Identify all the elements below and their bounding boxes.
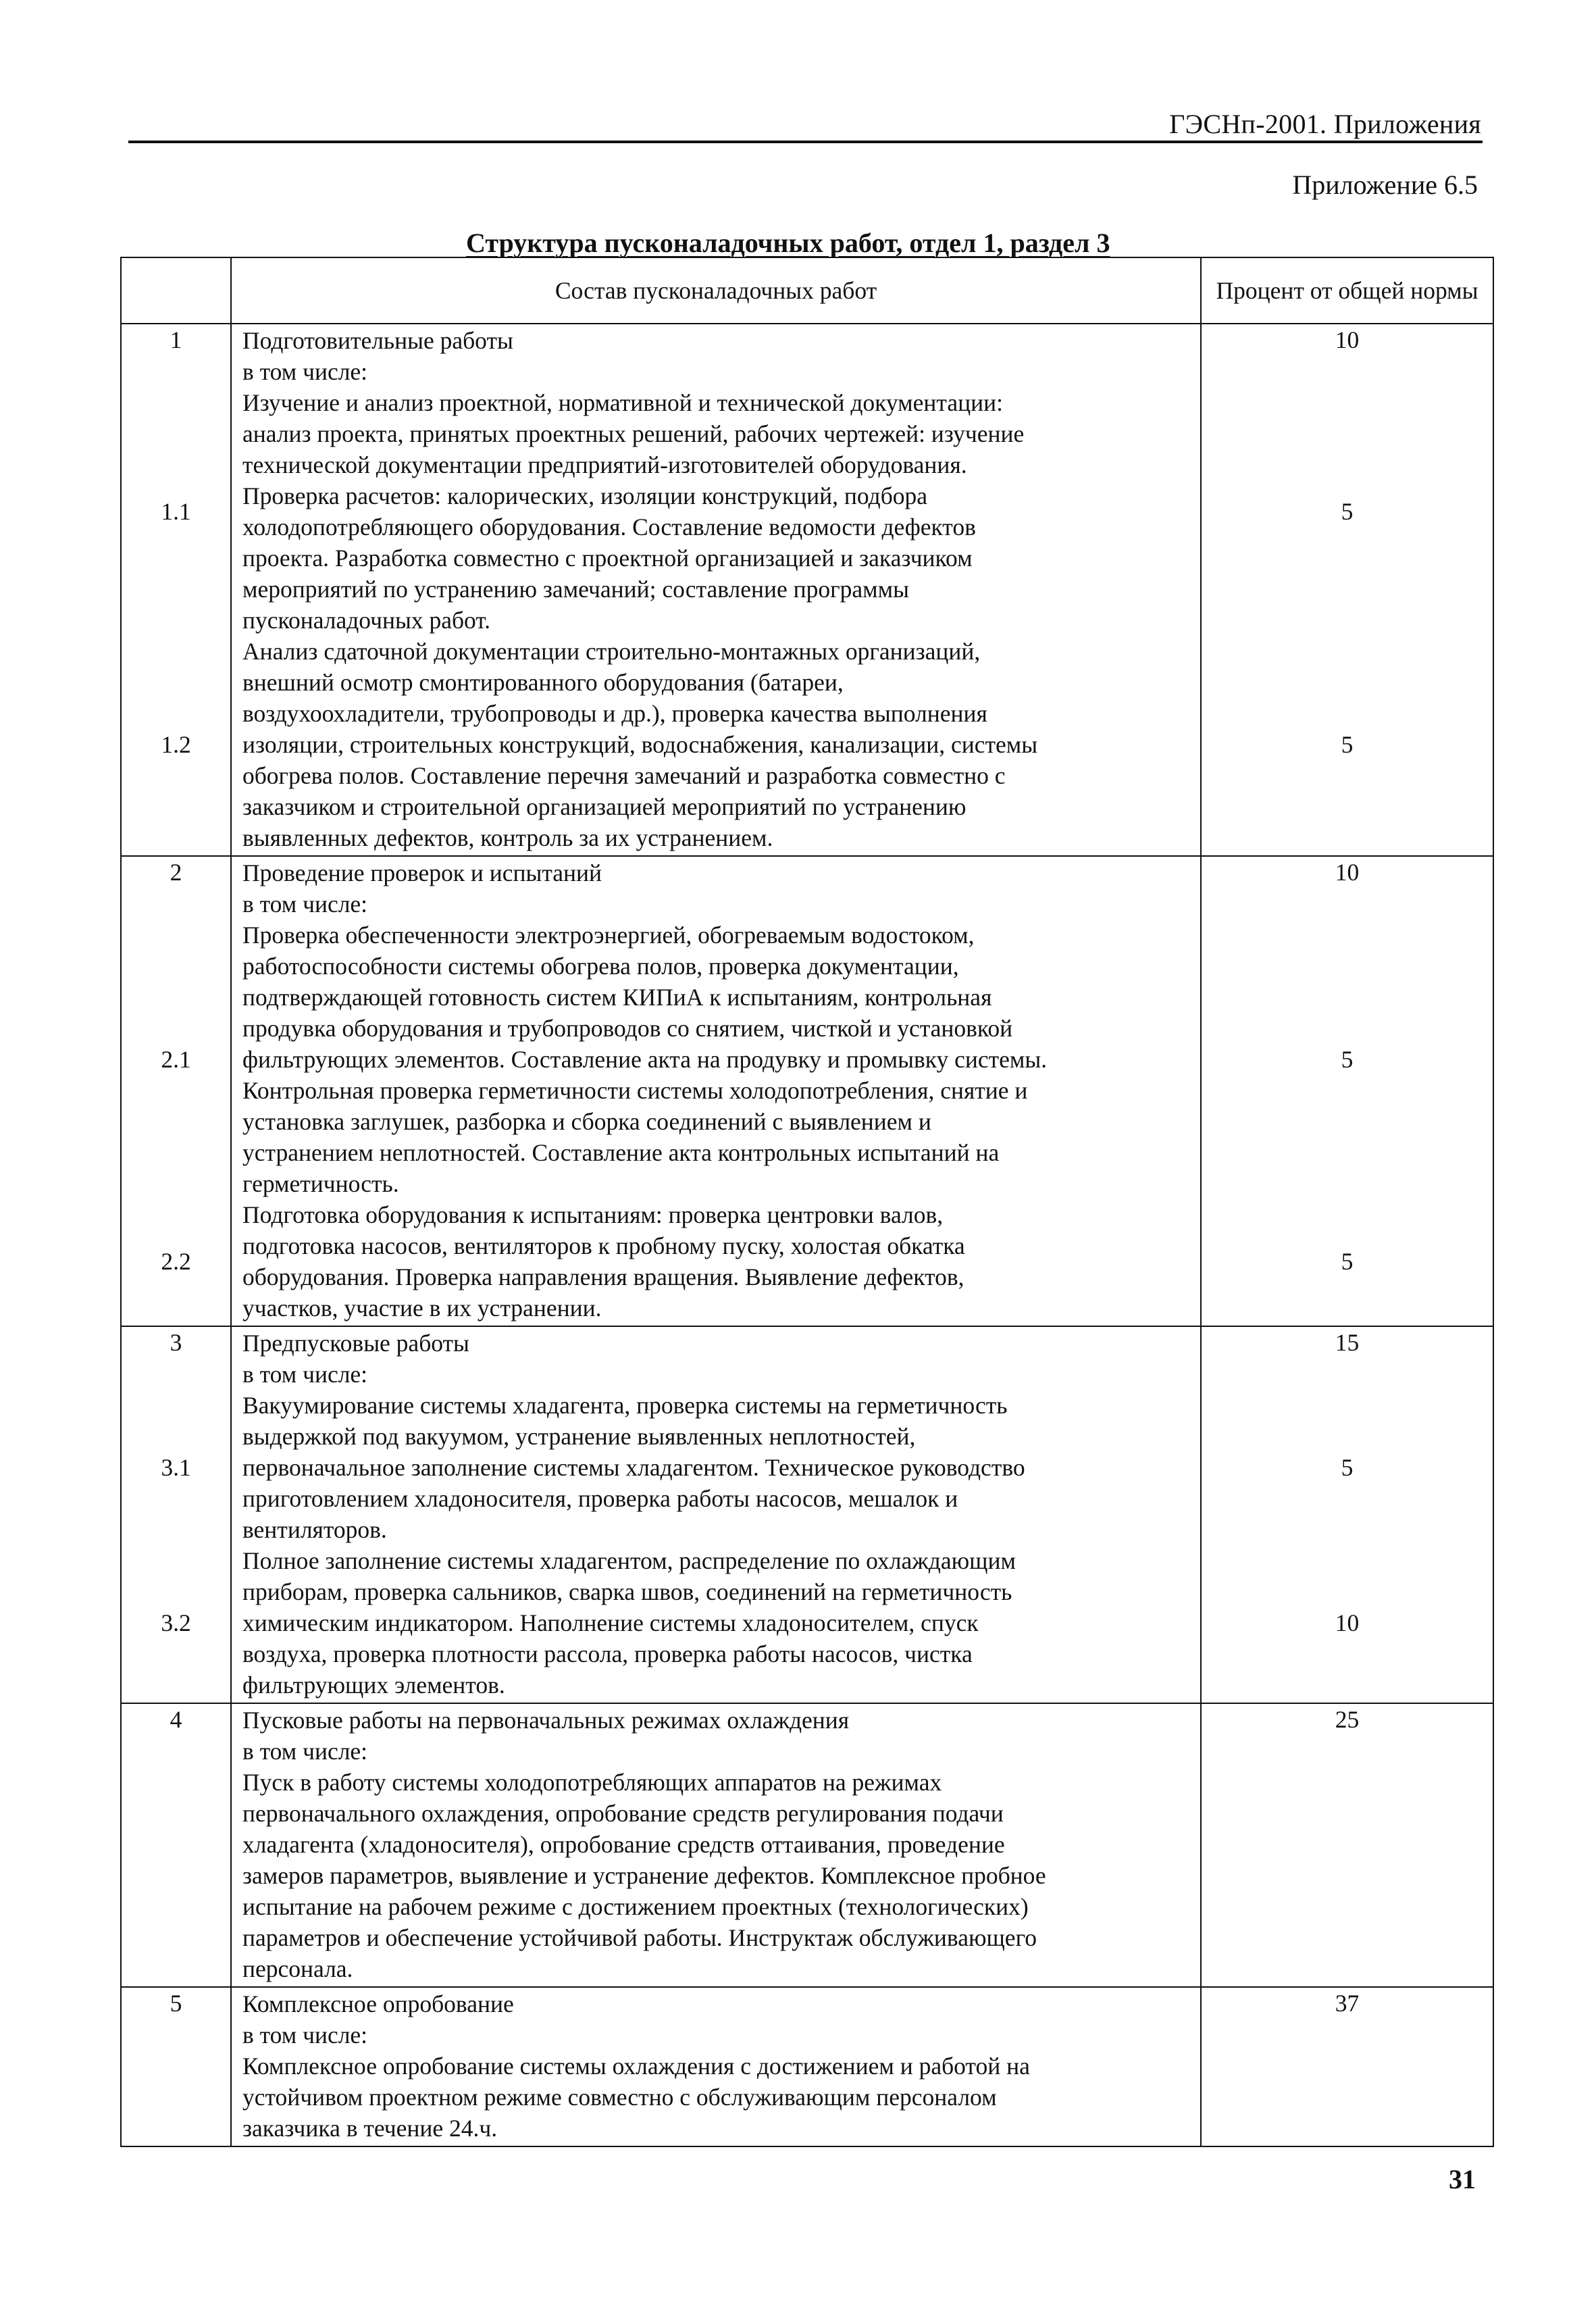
- content-line: анализ проекта, принятых проектных решений, рабочих чертежей: изучение: [242, 420, 1025, 447]
- content-line: пусконаладочных работ.: [242, 607, 491, 634]
- table-row: [121, 1703, 1493, 1987]
- content-line: подготовка насосов, вентиляторов к пробному пуску, холостая обкатка: [242, 1232, 965, 1259]
- content-line: холодопотребляющего оборудования. Составление ведомости дефектов: [242, 513, 976, 540]
- content-line: Анализ сдаточной документации строительно-монтажных организаций,: [242, 638, 981, 665]
- content-line: внешний осмотр смонтированного оборудования (батареи,: [242, 669, 844, 696]
- content-line: воздуха, проверка плотности рассола, проверка работы насосов, чистка: [242, 1640, 973, 1667]
- subsection-number: 1.1: [161, 498, 191, 525]
- appendix-label: Приложение 6.5: [1292, 170, 1478, 200]
- subsection-percent: 10: [1335, 1609, 1360, 1636]
- section-number: 4: [170, 1706, 182, 1733]
- content-line: продувка оборудования и трубопроводов со снятием, чисткой и установкой: [242, 1015, 1013, 1042]
- works-table: [120, 257, 1494, 2147]
- content-line: выдержкой под вакуумом, устранение выявленных неплотностей,: [242, 1423, 916, 1450]
- subsection-percent: 5: [1341, 1454, 1354, 1481]
- section-title: Проведение проверок и испытаний: [242, 859, 602, 886]
- section-percent: 25: [1335, 1706, 1360, 1733]
- row-number-cell: [121, 856, 231, 1326]
- subsection-number: 2.1: [161, 1046, 191, 1073]
- page-number: 31: [1449, 2164, 1476, 2194]
- section-number: 1: [170, 326, 182, 353]
- row-content-cell: [231, 1987, 1201, 2146]
- content-line: Изучение и анализ проектной, нормативной и технической документации:: [242, 389, 1003, 416]
- subsection-number: 2.2: [161, 1248, 191, 1275]
- row-number-cell: [121, 324, 231, 856]
- row-percent-cell: [1201, 324, 1493, 856]
- subsection-number: 3.1: [161, 1454, 191, 1481]
- content-line: параметров и обеспечение устойчивой работы. Инструктаж обслуживающего: [242, 1924, 1037, 1951]
- content-line: работоспособности системы обогрева полов, проверка документации,: [242, 953, 959, 980]
- running-head: ГЭСНп-2001. Приложения: [1169, 109, 1481, 139]
- content-line: технической документации предприятий-изготовителей оборудования.: [242, 451, 967, 478]
- content-line: оборудования. Проверка направления вращения. Выявление дефектов,: [242, 1263, 964, 1290]
- subsection-percent: 5: [1341, 731, 1354, 758]
- table-title: Структура пусконаладочных работ, отдел 1, раздел 3: [466, 228, 1110, 258]
- table-row: [121, 856, 1493, 1326]
- content-line: Проверка обеспеченности электроэнергией, обогреваемым водостоком,: [242, 922, 975, 949]
- section-number: 3: [170, 1329, 182, 1356]
- subsection-number: 3.2: [161, 1609, 191, 1636]
- row-number-cell: [121, 1326, 231, 1703]
- row-percent-cell: [1201, 856, 1493, 1326]
- content-line: Проверка расчетов: калорических, изоляции конструкций, подбора: [242, 482, 928, 509]
- section-title: Пусковые работы на первоначальных режимах охлаждения: [242, 1707, 850, 1734]
- header-content-cell: Состав пусконаладочных работ: [231, 257, 1201, 324]
- content-line: заказчиком и строительной организацией мероприятий по устранению: [242, 793, 967, 820]
- row-percent-cell: [1201, 1703, 1493, 1987]
- subsection-percent: 5: [1341, 1248, 1354, 1275]
- row-percent-cell: [1201, 1987, 1493, 2146]
- content-line: первоначального охлаждения, опробование средств регулирования подачи: [242, 1800, 1004, 1827]
- including-label: в том числе:: [242, 1738, 368, 1765]
- content-line: Комплексное опробование системы охлаждения с достижением и работой на: [242, 2053, 1030, 2080]
- content-line: герметичность.: [242, 1170, 399, 1197]
- header-percent-cell: Процент от общей нормы: [1201, 257, 1493, 324]
- section-number: 5: [170, 1990, 182, 2017]
- subsection-percent: 5: [1341, 498, 1354, 525]
- content-line: устранением неплотностей. Составление акта контрольных испытаний на: [242, 1139, 1000, 1166]
- including-label: в том числе:: [242, 2021, 368, 2048]
- table-row: [121, 324, 1493, 856]
- content-line: мероприятий по устранению замечаний; составление программы: [242, 576, 909, 603]
- row-content-cell: [231, 324, 1201, 856]
- including-label: в том числе:: [242, 890, 368, 917]
- content-line: изоляции, строительных конструкций, водоснабжения, канализации, системы: [242, 731, 1038, 758]
- header-num-cell: [121, 257, 231, 324]
- content-line: хладагента (хладоносителя), опробование средств оттаивания, проведение: [242, 1831, 1005, 1858]
- content-line: фильтрующих элементов.: [242, 1671, 505, 1699]
- row-number-cell: [121, 1703, 231, 1987]
- header-rule: [128, 141, 1483, 143]
- table-row: [121, 1987, 1493, 2146]
- section-percent: 15: [1335, 1329, 1360, 1356]
- content-line: персонала.: [242, 1955, 353, 1982]
- section-percent: 10: [1335, 326, 1360, 353]
- row-content-cell: [231, 1703, 1201, 1987]
- subsection-number: 1.2: [161, 731, 191, 758]
- subsection-percent: 5: [1341, 1046, 1354, 1073]
- content-line: выявленных дефектов, контроль за их устранением.: [242, 824, 773, 851]
- content-line: заказчика в течение 24.ч.: [242, 2115, 498, 2142]
- section-number: 2: [170, 859, 182, 886]
- content-line: приготовлением хладоносителя, проверка работы насосов, мешалок и: [242, 1485, 958, 1512]
- works-table-wrapper: [120, 257, 1494, 2147]
- row-percent-cell: [1201, 1326, 1493, 1703]
- content-line: химическим индикатором. Наполнение системы хладоносителем, спуск: [242, 1609, 979, 1636]
- content-line: фильтрующих элементов. Составление акта на продувку и промывку системы.: [242, 1046, 1048, 1073]
- section-title: Предпусковые работы: [242, 1330, 469, 1357]
- table-row: [121, 1326, 1493, 1703]
- row-number-cell: [121, 1987, 231, 2146]
- section-title: Подготовительные работы: [242, 327, 513, 354]
- content-line: проекта. Разработка совместно с проектной организацией и заказчиком: [242, 545, 973, 572]
- content-line: приборам, проверка сальников, сварка швов, соединений на герметичность: [242, 1578, 1012, 1605]
- content-line: воздухоохладители, трубопроводы и др.), проверка качества выполнения: [242, 700, 987, 727]
- section-percent: 37: [1335, 1990, 1360, 2017]
- content-line: Вакуумирование системы хладагента, проверка системы на герметичность: [242, 1392, 1008, 1419]
- including-label: в том числе:: [242, 1361, 368, 1388]
- content-line: установка заглушек, разборка и сборка соединений с выявлением и: [242, 1108, 931, 1135]
- table-header-row: [121, 257, 1493, 324]
- table-body: [121, 324, 1493, 2146]
- content-line: испытание на рабочем режиме с достижением проектных (технологических): [242, 1893, 1029, 1920]
- row-content-cell: [231, 856, 1201, 1326]
- content-line: Полное заполнение системы хладагентом, распределение по охлаждающим: [242, 1547, 1016, 1574]
- content-line: вентиляторов.: [242, 1516, 387, 1543]
- content-line: первоначальное заполнение системы хладагентом. Техническое руководство: [242, 1454, 1025, 1481]
- section-percent: 10: [1335, 859, 1360, 886]
- content-line: участков, участие в их устранении.: [242, 1294, 602, 1322]
- content-line: Пуск в работу системы холодопотребляющих аппаратов на режимах: [242, 1769, 942, 1796]
- content-line: Подготовка оборудования к испытаниям: проверка центровки валов,: [242, 1201, 944, 1228]
- content-line: замеров параметров, выявление и устранение дефектов. Комплексное пробное: [242, 1862, 1046, 1889]
- row-content-cell: [231, 1326, 1201, 1703]
- content-line: обогрева полов. Составление перечня замечаний и разработка совместно с: [242, 762, 1006, 789]
- section-title: Комплексное опробование: [242, 1990, 514, 2017]
- including-label: в том числе:: [242, 358, 368, 385]
- content-line: подтверждающей готовность систем КИПиА к испытаниям, контрольная: [242, 984, 992, 1011]
- content-line: Контрольная проверка герметичности системы холодопотребления, снятие и: [242, 1077, 1028, 1104]
- content-line: устойчивом проектном режиме совместно с обслуживающим персоналом: [242, 2084, 997, 2111]
